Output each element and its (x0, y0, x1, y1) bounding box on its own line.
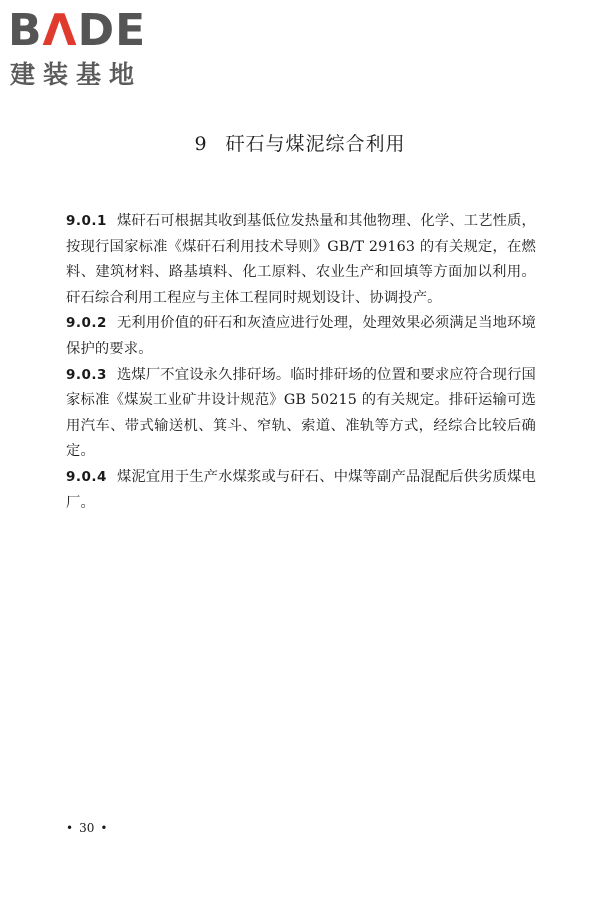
logo-subtitle: 建装基地 (10, 60, 143, 89)
clause-number: 9.0.1 (66, 213, 107, 229)
page-number-dot-left: • (66, 821, 74, 835)
clause-9-0-2 (66, 311, 536, 362)
clause-number: 9.0.4 (66, 468, 107, 485)
clause-number: 9.0.2 (66, 315, 107, 332)
chapter-title-text: 矸石与煤泥综合利用 (225, 133, 406, 155)
logo-wordmark (8, 6, 146, 56)
bade-logo (8, 6, 178, 92)
clause-9-0-1 (66, 209, 536, 311)
logo-letters-de: DE (77, 5, 147, 56)
page-number-value: 30 (79, 821, 95, 835)
clause-number: 9.0.3 (66, 366, 107, 383)
clause-text: 选煤厂不宜设永久排矸场。临时排矸场的位置和要求应符合现行国家标准《煤炭工业矿井设计规范》GB 50215 的有关规定。排矸运输可选用汽车、带式输送机、箕斗、窄轨、索道、准轨等方式，经综合比较后确定。 (66, 366, 536, 460)
logo-letter-b: B (8, 5, 43, 56)
clause-9-0-4 (66, 465, 536, 516)
clause-list (66, 209, 536, 516)
clause-9-0-3 (66, 363, 536, 465)
logo-letter-a-accent: Λ (42, 5, 78, 56)
chapter-heading (0, 130, 600, 158)
clause-text: 煤矸石可根据其收到基低位发热量和其他物理、化学、工艺性质，按现行国家标准《煤矸石利用技术导则》GB/T 29163 的有关规定，在燃料、建筑材料、路基填料、化工原料、农业生产和回填等方面加以利用。矸石综合利用工程应与主体工程同时规划设计、协调投产。 (66, 213, 536, 306)
page-number-dot-right: • (100, 821, 108, 835)
chapter-number: 9 (194, 133, 208, 155)
clause-text: 无利用价值的矸石和灰渣应进行处理，处理效果必须满足当地环境保护的要求。 (66, 315, 536, 357)
page-number (60, 820, 113, 836)
clause-text: 煤泥宜用于生产水煤浆或与矸石、中煤等副产品混配后供劣质煤电厂。 (66, 468, 536, 511)
